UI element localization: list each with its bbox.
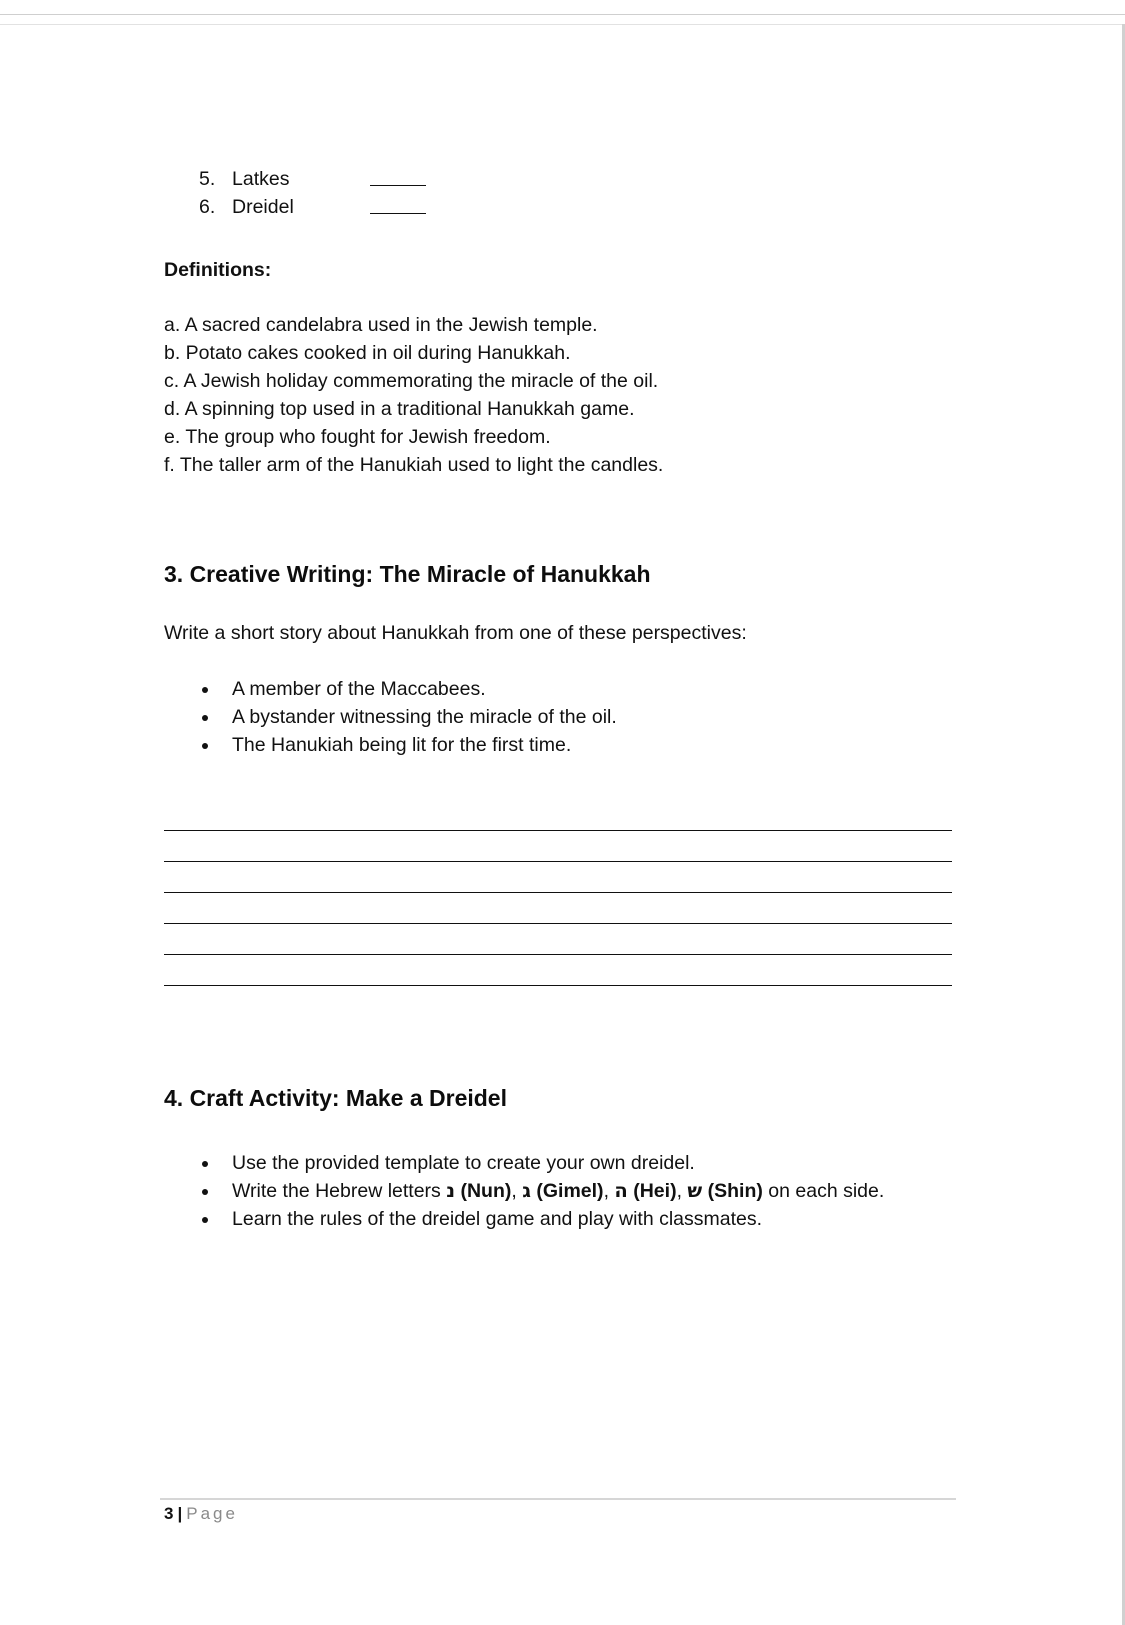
- definitions-list: [164, 311, 663, 479]
- hebrew-letter: ש: [687, 1179, 703, 1202]
- bullet-text: Write the Hebrew letters נ (Nun), ג (Gimel), ה (Hei), ש (Shin) on each side.: [232, 1179, 885, 1202]
- definition-item: c. A Jewish holiday commemorating the miracle of the oil.: [164, 370, 659, 392]
- page-number: 3: [164, 1504, 174, 1523]
- bullet-suffix: on each side.: [762, 1180, 885, 1202]
- bullet-icon: [202, 1161, 208, 1167]
- writing-lines: [164, 800, 952, 986]
- definition-item: e. The group who fought for Jewish freedom.: [164, 426, 551, 448]
- bullet-text: A member of the Maccabees.: [232, 678, 486, 700]
- bullet-icon: [202, 1189, 208, 1195]
- bullet-text: Learn the rules of the dreidel game and play with classmates.: [232, 1208, 763, 1230]
- writing-line[interactable]: [164, 955, 952, 986]
- hebrew-letter: ה: [614, 1179, 628, 1202]
- writing-line[interactable]: [164, 862, 952, 893]
- item-number: 5.: [199, 168, 216, 190]
- definition-item: a. A sacred candelabra used in the Jewish temple.: [164, 314, 598, 336]
- bullet-icon: [202, 687, 208, 693]
- footer-divider: [160, 1498, 956, 1500]
- letter-name: (Shin): [707, 1180, 763, 1202]
- section-3-intro: Write a short story about Hanukkah from one of these perspectives:: [164, 622, 747, 644]
- definition-item: f. The taller arm of the Hanukiah used to light the candles.: [164, 454, 664, 476]
- item-term: Latkes: [232, 168, 290, 190]
- bullet-prefix: Write the Hebrew letters: [232, 1180, 447, 1202]
- writing-line[interactable]: [164, 893, 952, 924]
- item-number: 6.: [199, 196, 216, 218]
- hebrew-letter: ג: [522, 1179, 531, 1202]
- definitions-label: Definitions:: [164, 259, 272, 281]
- bullet-icon: [202, 1217, 208, 1223]
- page-footer: [164, 1504, 238, 1524]
- definition-item: b. Potato cakes cooked in oil during Hanukkah.: [164, 342, 571, 364]
- viewer-toolbar-edge: [0, 0, 1125, 15]
- answer-blank[interactable]: [370, 213, 426, 214]
- bullet-text: A bystander witnessing the miracle of the oil.: [232, 706, 617, 728]
- bullet-text: Use the provided template to create your own dreidel.: [232, 1152, 695, 1174]
- document-page: [0, 25, 1121, 1625]
- letter-name: (Gimel): [536, 1180, 604, 1202]
- writing-line[interactable]: [164, 800, 952, 831]
- bullet-icon: [202, 743, 208, 749]
- definition-item: d. A spinning top used in a traditional Hanukkah game.: [164, 398, 635, 420]
- writing-line[interactable]: [164, 831, 952, 862]
- letter-name: (Nun): [460, 1180, 512, 1202]
- footer-separator: |: [177, 1504, 183, 1523]
- section-4-heading: 4. Craft Activity: Make a Dreidel: [164, 1085, 507, 1111]
- writing-line[interactable]: [164, 924, 952, 955]
- section-3-heading: 3. Creative Writing: The Miracle of Hanukkah: [164, 561, 651, 587]
- item-term: Dreidel: [232, 196, 294, 218]
- hebrew-letter: נ: [446, 1179, 456, 1202]
- bullet-text: The Hanukiah being lit for the first time.: [232, 734, 572, 756]
- page-label: Page: [186, 1504, 238, 1523]
- bullet-icon: [202, 715, 208, 721]
- answer-blank[interactable]: [370, 185, 426, 186]
- letter-name: (Hei): [633, 1180, 677, 1202]
